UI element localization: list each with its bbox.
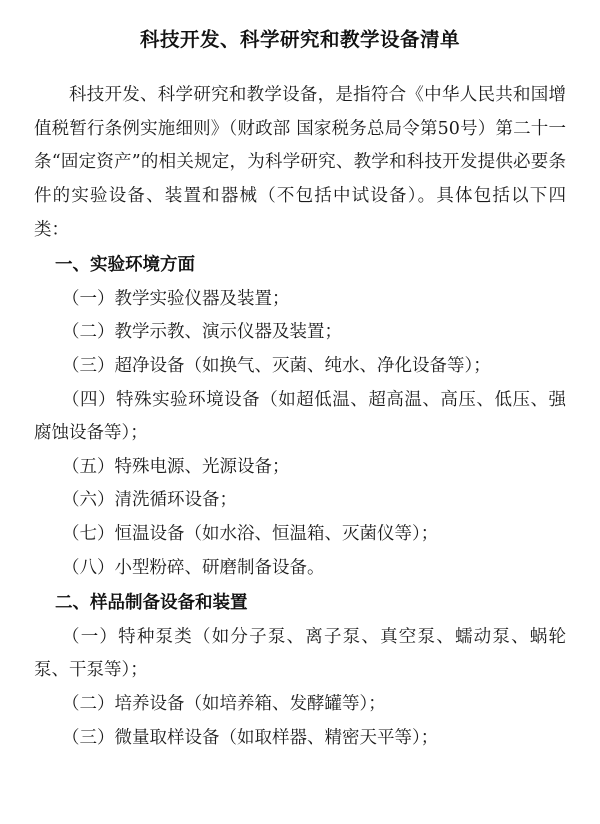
list-item: （一）特种泵类（如分子泵、离子泵、真空泵、蠕动泵、蜗轮泵、干泵等）； [34, 626, 566, 681]
list-item: （五）特殊电源、光源设备； [62, 456, 290, 477]
list-item: （一）教学实验仪器及装置； [62, 288, 290, 309]
list-item: （七）恒温设备（如水浴、恒温箱、灭菌仪等）； [62, 524, 439, 545]
list-item: （二）培养设备（如培养箱、发酵罐等）； [62, 693, 386, 714]
section-heading-2: 二、样品制备设备和装置 [55, 593, 248, 614]
list-item: （四）特殊实验环境设备（如超低温、超高温、高压、低压、强腐蚀设备等）； [34, 389, 566, 444]
list-item: （六）清洗循环设备； [62, 490, 237, 511]
section-heading-1: 一、实验环境方面 [55, 255, 195, 276]
page-title: 科技开发、科学研究和教学设备清单 [139, 28, 460, 51]
list-item: （八）小型粉碎、研磨制备设备。 [62, 557, 325, 578]
list-item: （二）教学示教、演示仪器及装置； [62, 322, 342, 343]
list-item: （三）超净设备（如换气、灭菌、纯水、净化设备等）； [62, 356, 491, 377]
list-item: （三）微量取样设备（如取样器、精密天平等）； [62, 727, 439, 748]
intro-paragraph: 科技开发、科学研究和教学设备，是指符合《中华人民共和国增值税暂行条例实施细则》（财政部 国家税务总局令第50号）第二十一条“固定资产”的相关规定，为科学研究、教学和科技开发提供必要条件的实验设备、装置和器械（不包括中试设备）。具体包括以下四类： [34, 85, 566, 240]
